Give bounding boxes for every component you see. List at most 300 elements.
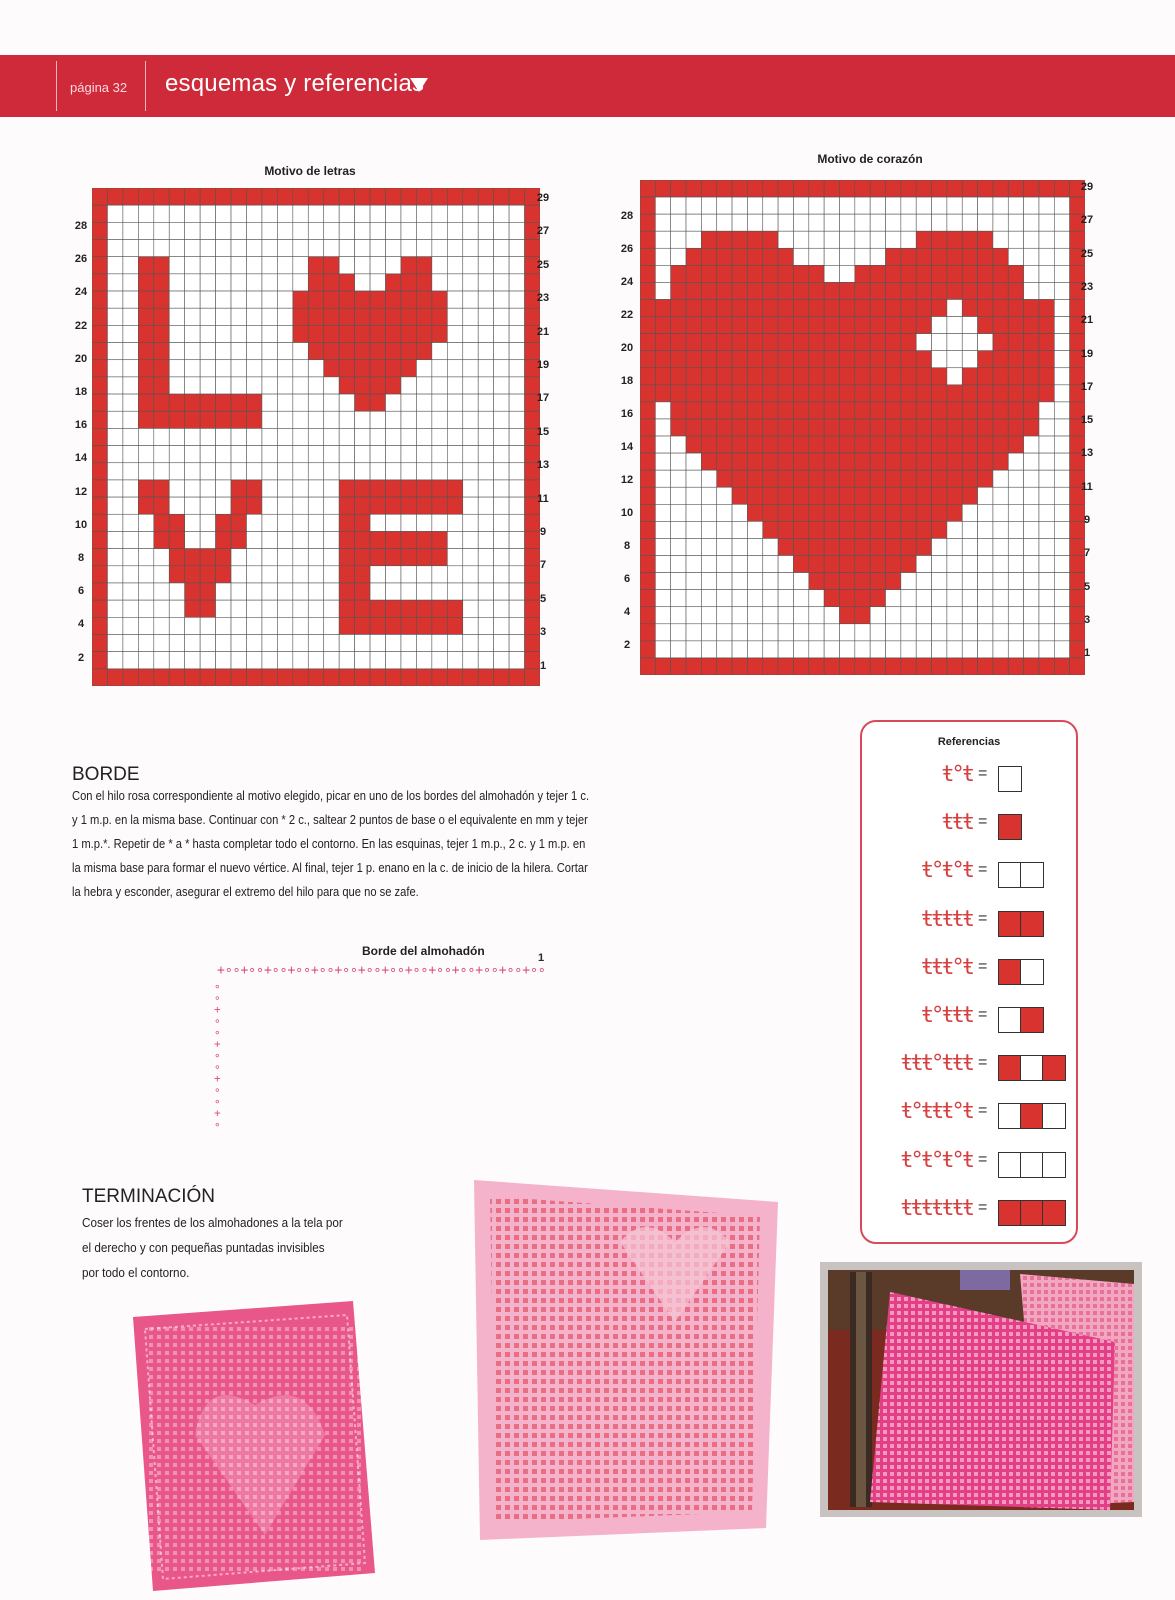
grid-cell [92, 308, 107, 325]
grid-cell [216, 531, 231, 548]
grid-cell [962, 573, 977, 590]
grid-cell [763, 402, 778, 419]
grid-cell [478, 583, 493, 600]
grid-cell [525, 274, 540, 291]
grid-cell [216, 617, 231, 634]
grid-cell [962, 590, 977, 607]
grid-cell [339, 634, 354, 651]
grid-cell [732, 573, 747, 590]
grid-cell [655, 402, 670, 419]
grid-cell [432, 514, 447, 531]
grid-cell [246, 583, 261, 600]
grid-cell [216, 566, 231, 583]
grid-cell [993, 453, 1008, 470]
grid-cell [386, 222, 401, 239]
reference-row [862, 955, 1076, 985]
grid-cell [246, 531, 261, 548]
grid-cell [447, 325, 462, 342]
grid-cell [386, 634, 401, 651]
grid-cell [386, 377, 401, 394]
grid-cell [886, 248, 901, 265]
grid-cell [993, 556, 1008, 573]
grid-cell [478, 411, 493, 428]
grid-cell [416, 205, 431, 222]
grid-cell [478, 652, 493, 669]
grid-cells-swatch [998, 1200, 1066, 1226]
grid-cell [671, 317, 686, 334]
grid-cell [185, 343, 200, 360]
axis-number: 13 [536, 459, 550, 472]
filled-cell [1043, 1056, 1065, 1080]
grid-cell [107, 308, 122, 325]
grid-cell [463, 188, 478, 205]
grid-cell [185, 360, 200, 377]
grid-cell [432, 549, 447, 566]
grid-cell [123, 360, 138, 377]
grid-cell [886, 265, 901, 282]
grid-cell [386, 428, 401, 445]
grid-cell [655, 248, 670, 265]
grid-cell [778, 453, 793, 470]
reference-row [862, 1003, 1076, 1033]
grid-cell [717, 351, 732, 368]
grid-cell [640, 436, 655, 453]
grid-cell [824, 641, 839, 658]
grid-cell [324, 325, 339, 342]
grid-cell [123, 549, 138, 566]
grid-cell [916, 317, 931, 334]
grid-cell [763, 470, 778, 487]
grid-cell [432, 188, 447, 205]
grid-cell [1008, 624, 1023, 641]
grid-cell [386, 240, 401, 257]
header-divider [56, 61, 57, 111]
grid-cell [824, 436, 839, 453]
grid-cell [478, 257, 493, 274]
grid-cell [855, 453, 870, 470]
grid-cell [778, 334, 793, 351]
grid-cells-swatch [998, 814, 1022, 840]
grid-cell [701, 487, 716, 504]
grid-cell [932, 470, 947, 487]
grid-cell [339, 600, 354, 617]
grid-cell [1054, 573, 1069, 590]
grid-cell [185, 514, 200, 531]
grid-cell [747, 248, 762, 265]
grid-cell [701, 402, 716, 419]
grid-cell [932, 265, 947, 282]
grid-cell [717, 214, 732, 231]
grid-cell [793, 248, 808, 265]
grid-cell [185, 188, 200, 205]
grid-cell [732, 265, 747, 282]
grid-cell [416, 394, 431, 411]
grid-cell [277, 531, 292, 548]
equals-sign: = [978, 813, 988, 831]
grid-cell [169, 583, 184, 600]
axis-number: 18 [620, 375, 634, 387]
grid-cell [655, 231, 670, 248]
grid-cell [978, 521, 993, 538]
axis-number: 8 [623, 540, 631, 552]
grid-cell [216, 240, 231, 257]
grid-cell [901, 282, 916, 299]
equals-sign: = [978, 765, 988, 782]
grid-cell [107, 463, 122, 480]
grid-cell [947, 248, 962, 265]
axis-number: 10 [620, 507, 634, 519]
grid-cell [200, 583, 215, 600]
grid-cell [416, 274, 431, 291]
grid-cell [339, 583, 354, 600]
grid-cell [123, 308, 138, 325]
grid-cell [947, 299, 962, 316]
grid-cell [185, 205, 200, 222]
grid-cell [308, 652, 323, 669]
equals-sign: = [978, 1102, 988, 1120]
grid-cell [416, 360, 431, 377]
grid-cell [1024, 487, 1039, 504]
grid-cell [947, 368, 962, 385]
grid-cell [855, 573, 870, 590]
grid-cell [947, 658, 962, 675]
grid-cell [640, 351, 655, 368]
grid-cell [870, 538, 885, 555]
grid-cell [231, 360, 246, 377]
grid-cell [824, 624, 839, 641]
grid-cell [262, 428, 277, 445]
grid-cell [1054, 658, 1069, 675]
grid-cell [138, 308, 153, 325]
grid-cell [962, 658, 977, 675]
grid-cell [416, 257, 431, 274]
grid-cell [824, 504, 839, 521]
grid-cell [154, 308, 169, 325]
grid-cell [308, 531, 323, 548]
grid-cell [494, 549, 509, 566]
grid-cell [169, 257, 184, 274]
border-diagram-title: Borde del almohadón [362, 944, 485, 958]
grid-cell [1039, 317, 1054, 334]
border-stitch-column: ∘ [214, 980, 221, 993]
grid-cell [855, 624, 870, 641]
grid-cell [216, 497, 231, 514]
grid-cell [1054, 368, 1069, 385]
grid-cell [932, 641, 947, 658]
grid-cell [416, 600, 431, 617]
grid-cell [246, 222, 261, 239]
grid-cell [509, 291, 524, 308]
grid-cell [509, 514, 524, 531]
grid-cell [993, 487, 1008, 504]
grid-cell [1054, 556, 1069, 573]
grid-cell [509, 566, 524, 583]
grid-cell [447, 394, 462, 411]
grid-cell [932, 334, 947, 351]
grid-cell [370, 308, 385, 325]
grid-cell [717, 556, 732, 573]
grid-cell [401, 652, 416, 669]
grid-cell [640, 248, 655, 265]
grid-cell [386, 394, 401, 411]
grid-cell [246, 549, 261, 566]
grid-cell [916, 641, 931, 658]
grid-cell [386, 411, 401, 428]
grid-cell [870, 265, 885, 282]
grid-cell [717, 470, 732, 487]
grid-cell [185, 583, 200, 600]
grid-cell [463, 411, 478, 428]
grid-cell [386, 669, 401, 686]
grid-cell [870, 556, 885, 573]
grid-cell [463, 360, 478, 377]
grid-cell [947, 436, 962, 453]
grid-cell [671, 231, 686, 248]
grid-cell [962, 299, 977, 316]
grid-cell [962, 487, 977, 504]
grid-cell [509, 617, 524, 634]
grid-cell [154, 531, 169, 548]
grid-cell [962, 624, 977, 641]
grid-cell [262, 291, 277, 308]
grid-cell [886, 658, 901, 675]
grid-cell [686, 436, 701, 453]
grid-cell [416, 497, 431, 514]
grid-cell [793, 521, 808, 538]
grid-cell [1024, 436, 1039, 453]
grid-cell [293, 566, 308, 583]
grid-cell [123, 583, 138, 600]
grid-cell [107, 377, 122, 394]
stitch-symbol: ŧŧŧ [941, 810, 972, 836]
grid-cell [92, 325, 107, 342]
axis-number: 5 [539, 592, 547, 605]
grid-cell [640, 607, 655, 624]
grid-cell [293, 583, 308, 600]
grid-cell [355, 411, 370, 428]
grid-cell [732, 556, 747, 573]
grid-cell [778, 556, 793, 573]
grid-cell [293, 240, 308, 257]
grid-cell [947, 419, 962, 436]
grid-cell [355, 394, 370, 411]
axis-number: 19 [1080, 347, 1094, 360]
grid-cell [185, 463, 200, 480]
grid-cell [640, 573, 655, 590]
grid-cell [138, 325, 153, 342]
grid-cell [793, 556, 808, 573]
grid-cell [886, 504, 901, 521]
grid-cell [747, 265, 762, 282]
grid-cell [778, 419, 793, 436]
grid-cell [732, 197, 747, 214]
equals-sign: = [978, 1006, 988, 1023]
grid-cell [701, 317, 716, 334]
grid-cell [123, 600, 138, 617]
grid-cell [1039, 402, 1054, 419]
grid-cell [671, 573, 686, 590]
grid-cell [416, 514, 431, 531]
grid-cell [870, 402, 885, 419]
grid-cell [246, 411, 261, 428]
grid-cell [717, 385, 732, 402]
grid-cell [993, 299, 1008, 316]
grid-cell [308, 463, 323, 480]
grid-cell [432, 652, 447, 669]
grid-cell [324, 222, 339, 239]
grid-cell [793, 385, 808, 402]
page-number: página 32 [70, 80, 128, 95]
heart-chart-title: Motivo de corazón [817, 152, 923, 166]
grid-cell [92, 222, 107, 239]
empty-cell [999, 1104, 1021, 1128]
grid-cell [701, 624, 716, 641]
grid-cell [901, 197, 916, 214]
grid-cell [655, 282, 670, 299]
grid-cell [494, 669, 509, 686]
grid-cell [916, 265, 931, 282]
stitch-symbol: ŧ°ŧ°ŧ [920, 858, 972, 884]
grid-cell [732, 504, 747, 521]
grid-cell [747, 641, 762, 658]
grid-cell [671, 556, 686, 573]
grid-cell [277, 463, 292, 480]
grid-cell [717, 573, 732, 590]
grid-cell [686, 368, 701, 385]
grid-cell [901, 487, 916, 504]
grid-cell [947, 453, 962, 470]
grid-cell [262, 411, 277, 428]
equals-sign: = [978, 1054, 988, 1072]
grid-cell [138, 360, 153, 377]
grid-cell [732, 214, 747, 231]
grid-cell [916, 521, 931, 538]
grid-cell [262, 600, 277, 617]
grid-cell [246, 446, 261, 463]
grid-cell [793, 641, 808, 658]
grid-cell [401, 566, 416, 583]
grid-cell [763, 556, 778, 573]
grid-cell [370, 240, 385, 257]
grid-cell [1054, 180, 1069, 197]
filled-cell [999, 1201, 1021, 1225]
grid-cell [324, 566, 339, 583]
grid-cell [763, 214, 778, 231]
grid-cell [463, 652, 478, 669]
grid-cell [1054, 385, 1069, 402]
grid-cell [463, 583, 478, 600]
grid-cell [978, 317, 993, 334]
grid-cell [886, 197, 901, 214]
grid-cell [386, 480, 401, 497]
grid-cell [978, 487, 993, 504]
grid-cell [701, 214, 716, 231]
grid-cell [824, 573, 839, 590]
grid-cell [185, 394, 200, 411]
grid-cell [107, 394, 122, 411]
grid-cell [671, 624, 686, 641]
grid-cell [1024, 351, 1039, 368]
grid-cell [732, 470, 747, 487]
grid-cell [747, 607, 762, 624]
grid-cell [793, 573, 808, 590]
grid-cell [92, 446, 107, 463]
grid-cell [509, 308, 524, 325]
grid-cell [686, 487, 701, 504]
grid-cell [432, 377, 447, 394]
grid-cell [277, 325, 292, 342]
grid-cell [1054, 351, 1069, 368]
grid-cell [763, 453, 778, 470]
grid-cell [339, 205, 354, 222]
grid-cell [655, 197, 670, 214]
grid-cell [747, 231, 762, 248]
grid-cell [200, 652, 215, 669]
grid-cell [671, 419, 686, 436]
grid-cell [870, 299, 885, 316]
grid-cell [732, 487, 747, 504]
grid-cell [169, 411, 184, 428]
grid-cell [916, 573, 931, 590]
grid-cell [447, 531, 462, 548]
pillows-scene-photo [820, 1262, 1142, 1517]
axis-number: 24 [74, 286, 88, 299]
grid-cell [386, 600, 401, 617]
grid-cell [92, 531, 107, 548]
grid-cell [107, 360, 122, 377]
grid-cell [686, 470, 701, 487]
grid-cell [916, 470, 931, 487]
grid-cell [1024, 231, 1039, 248]
grid-cell [962, 521, 977, 538]
grid-cell [447, 411, 462, 428]
grid-cell [324, 257, 339, 274]
grid-cell [463, 343, 478, 360]
grid-cell [339, 325, 354, 342]
grid-cell [655, 641, 670, 658]
grid-cell [824, 214, 839, 231]
grid-cell [978, 368, 993, 385]
grid-cell [839, 317, 854, 334]
grid-cell [993, 607, 1008, 624]
grid-cell [1008, 214, 1023, 231]
grid-cell [463, 514, 478, 531]
grid-cell [463, 325, 478, 342]
grid-cell [339, 669, 354, 686]
grid-cell [246, 497, 261, 514]
grid-cell [839, 521, 854, 538]
grid-cell [962, 556, 977, 573]
grid-cell [640, 504, 655, 521]
grid-cell [916, 419, 931, 436]
grid-cell [324, 514, 339, 531]
grid-cell [993, 351, 1008, 368]
grid-cell [355, 514, 370, 531]
grid-cell [154, 274, 169, 291]
grid-cell [870, 385, 885, 402]
grid-cell [717, 265, 732, 282]
grid-cell [701, 658, 716, 675]
grid-cell [401, 360, 416, 377]
grid-cell [293, 411, 308, 428]
border-stitch-column: ∘ [214, 1083, 221, 1097]
grid-cell [809, 658, 824, 675]
grid-cell [432, 291, 447, 308]
grid-cell [293, 377, 308, 394]
grid-cell [370, 325, 385, 342]
empty-cell [999, 1008, 1021, 1032]
border-stitch-diagram [205, 960, 645, 1140]
